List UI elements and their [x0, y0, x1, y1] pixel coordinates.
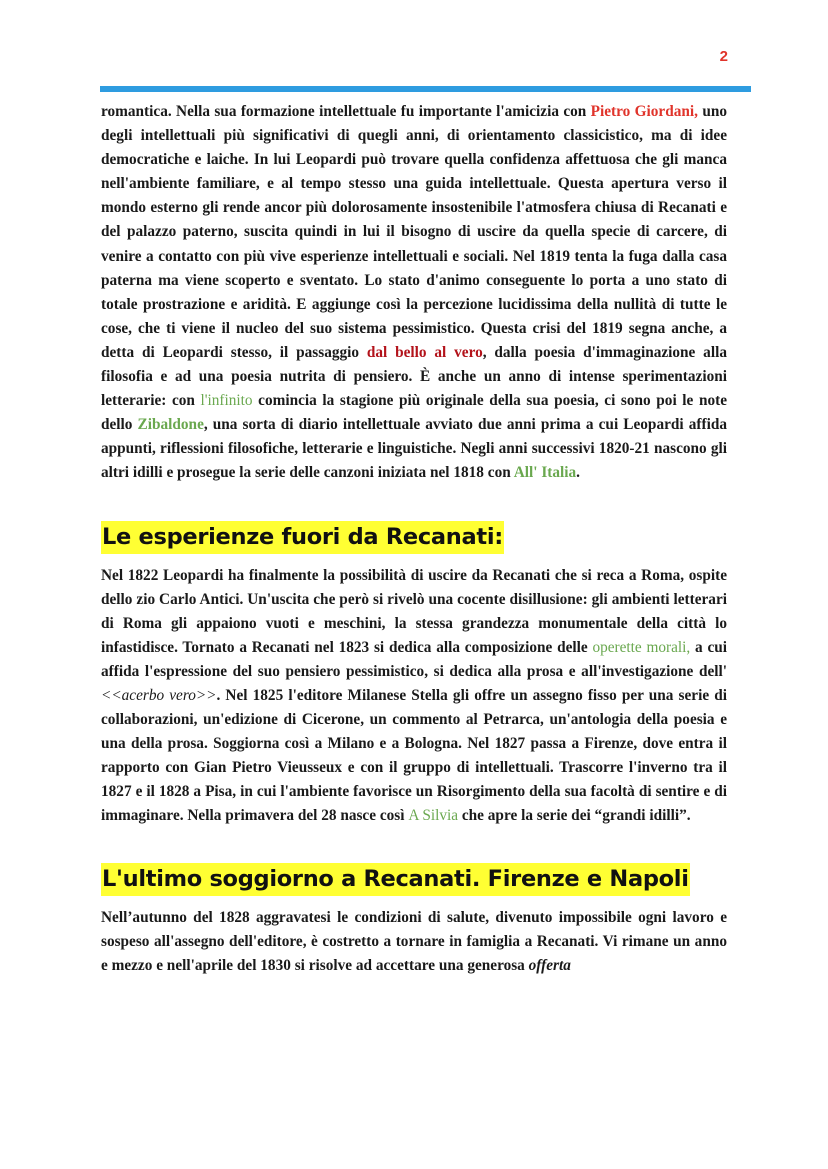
header-rule — [100, 86, 751, 92]
text-segment: romantica. Nella sua formazione intellettuale fu importante l'amicizia con — [101, 103, 591, 120]
link-infinito[interactable]: l'infinito — [200, 392, 253, 410]
link-operette-morali[interactable]: operette morali, — [592, 638, 691, 656]
text-segment: Nel 1822 Leopardi ha finalmente la possibilità di uscire da Recanati che si reca a Roma, ospite dello zio Carlo Antici. Un'uscita che però si rivelò una cocente disillusione: gli ambienti letterari di Roma gli appaiono vuoti e meschini, la stessa grandezza monumentale della città lo infastidisce. Tornato a Recanati nel 1823 si dedica alla composizione delle — [101, 566, 727, 656]
text-segment: . Nel 1825 l'editore Milanese Stella gli offre un assegno fisso per una serie di collaborazioni, un'edizione di Cicerone, un commento al Petrarca, un'antologia della poesia e una della prosa. Soggiorna così a Milano e a Bologna. Nel 1827 passa a Firenze, dove entra il rapporto con Gian Pietro Vieusseux e con il gruppo di intellettuali. Trascorre l'inverno tra il 1827 e il 1828 a Pisa, in cui l'ambiente favorisce un Risorgimento della sua facoltà di sentire e di immaginare. Nella primavera del 28 nasce così — [101, 686, 727, 825]
paragraph-ultimo-soggiorno — [101, 906, 727, 978]
paragraph-formazione — [101, 100, 727, 486]
text-segment: uno degli intellettuali più significativi di quegli anni, di orientamento classicistico, ma di idee democratiche e laiche. In lui Leopardi può trovare quella confidenza affettuosa che gli manca nell'ambiente familiare, e al tempo stesso una guida intellettuale. Questa apertura verso il mondo esterno gli rende ancor più dolorosamente insostenibile l'atmosfera chiusa di Recanati e del palazzo paterno, suscita quindi in lui il bisogno di uscire da quella specie di carcere, di venire a contatto con più vive esperienze intellettuali e sociali. Nel 1819 tenta la fuga dalla casa paterna ma viene scoperto e sventato. Lo stato d'animo conseguente lo porta a uno stato di totale prostrazione e aridità. E aggiunge così la percezione lucidissima della nullità di tutte le cose, che ti viene il nucleo del suo sistema pessimistico. Questa crisi del 1819 segna anche, a detta di Leopardi stesso, il passaggio — [101, 103, 727, 361]
link-a-silvia[interactable]: A Silvia — [408, 807, 459, 825]
text-segment: a cui affida l'espressione del suo pensiero pessimistico, si dedica alla prosa e all'investigazione dell' — [101, 638, 727, 680]
text-segment: Nell’autunno del 1828 aggravatesi le condizioni di salute, divenuto impossibile ogni lavoro e sospeso all'assegno dell'editore, è costretto a tornare in famiglia a Recanati. Vi rimane un anno e mezzo e nell'aprile del 1830 si risolve ad accettare una generosa — [101, 908, 727, 974]
text-segment: . — [576, 464, 580, 482]
section-heading-wrapper — [101, 863, 727, 896]
link-pietro-giordani[interactable]: Pietro Giordani, — [590, 103, 698, 120]
document-body — [101, 100, 727, 978]
text-segment: comincia la stagione più originale della sua poesia, ci sono poi le note dello — [101, 392, 727, 434]
section-heading-esperienze: Le esperienze fuori da Recanati: — [101, 521, 504, 554]
text-segment: , una sorta di diario intellettuale avviato due anni prima a cui Leopardi affida appunti, riflessioni filosofiche, letterarie e linguistiche. Negli anni successivi 1820-21 nascono gli altri idilli e prosegue la serie delle canzoni iniziata nel 1818 con — [101, 416, 727, 482]
link-dal-bello-al-vero[interactable]: dal bello al vero — [366, 343, 483, 361]
section-heading-ultimo-soggiorno: L'ultimo soggiorno a Recanati. Firenze e Napoli — [101, 863, 690, 896]
page-number: 2 — [719, 48, 728, 65]
text-segment: , dalla poesia d'immaginazione alla filosofia e ad una poesia nutrita di pensiero. È anche un anno di intense sperimentazioni letterarie: con — [101, 343, 727, 410]
italic-offerta: offerta — [528, 956, 571, 974]
section-heading-wrapper — [101, 521, 727, 554]
link-zibaldone[interactable]: Zibaldone — [137, 416, 204, 434]
link-all-italia[interactable]: All' Italia — [513, 464, 577, 482]
text-segment: che apre la serie dei “grandi idilli”. — [458, 807, 691, 825]
quote-acerbo-vero: <<acerbo vero>> — [101, 686, 217, 704]
paragraph-esperienze — [101, 564, 727, 829]
